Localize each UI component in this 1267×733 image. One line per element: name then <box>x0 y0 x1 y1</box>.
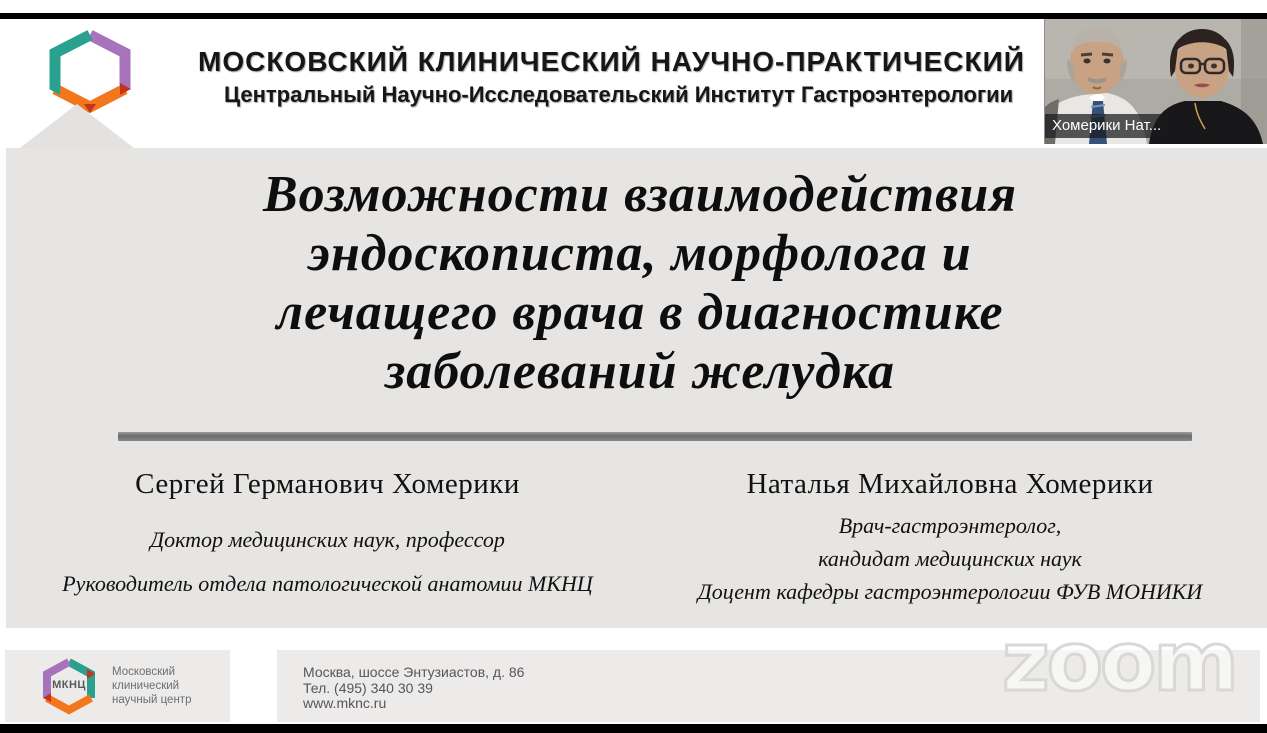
slide-title-line: заболеваний желудка <box>384 343 895 400</box>
bottom-letterbox-bar <box>0 724 1267 733</box>
author-role: Доктор медицинских наук, профессор <box>150 527 505 552</box>
slide-title-line: Возможности взаимодействия <box>262 166 1018 223</box>
slide-title <box>10 165 1267 401</box>
footer-address: Москва, шоссе Энтузиастов, д. 86 <box>303 664 525 680</box>
slide-title-line: лечащего врача в диагностике <box>276 284 1004 341</box>
author-block-left <box>15 468 640 615</box>
participant-name-label: Хомерики Нат... <box>1045 114 1171 138</box>
footer-website: www.mknc.ru <box>303 695 387 711</box>
slide-title-line: эндоскописта, морфолога и <box>308 225 972 282</box>
author-role: Доцент кафедры гастроэнтерологии ФУВ МОНИКИ <box>697 579 1203 604</box>
slide-header <box>198 46 1025 108</box>
zoom-watermark: zoom <box>1002 615 1236 710</box>
header-peak-decoration <box>20 104 134 148</box>
footer-org-box <box>5 650 230 722</box>
author-role: Руководитель отдела патологической анатомии МКНЦ <box>62 571 593 596</box>
header-org-title: МОСКОВСКИЙ КЛИНИЧЕСКИЙ НАУЧНО-ПРАКТИЧЕСКИЙ <box>198 46 1025 77</box>
header-org-subtitle: Центральный Научно-Исследовательский Институт Гастроэнтерологии <box>224 82 1014 107</box>
author-role: кандидат медицинских наук <box>818 546 1082 571</box>
mknc-logo-text: МКНЦ <box>52 679 86 691</box>
mknc-footer-logo-icon <box>38 657 100 715</box>
title-divider-rule <box>118 432 1192 441</box>
author-role: Врач-гастроэнтеролог, <box>838 513 1062 538</box>
participant-video-tile[interactable] <box>1045 19 1267 144</box>
author-name: Наталья Михайловна Хомерики <box>746 468 1154 500</box>
footer-phone: Тел. (495) 340 30 39 <box>303 679 433 696</box>
footer-org-name: Московский клинический научный центр <box>112 666 192 706</box>
author-block-right <box>645 468 1255 612</box>
author-name: Сергей Германович Хомерики <box>135 468 520 500</box>
